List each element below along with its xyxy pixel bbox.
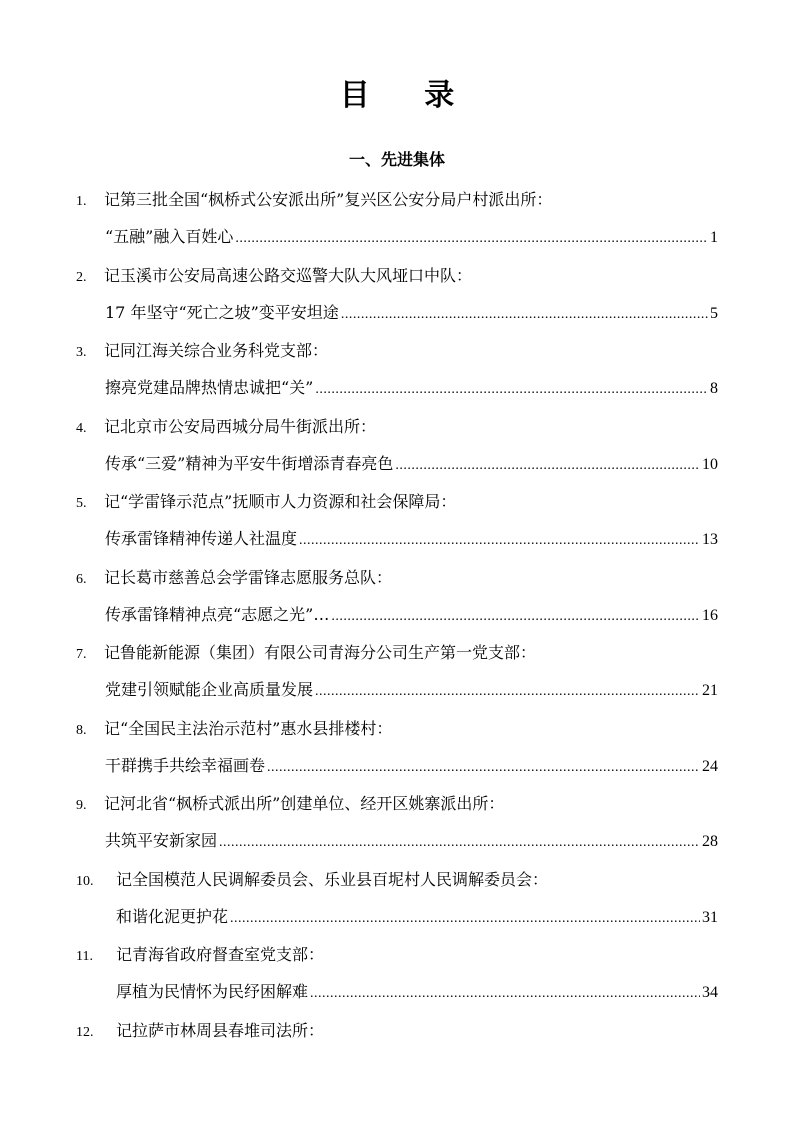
table-of-contents [0,181,794,1087]
toc-entry-number: 6. [76,571,87,587]
toc-entry-subtitle: “五融”融入百姓心 [105,227,234,246]
toc-entry-subtitle: 擦亮党建品牌热情忠诚把“关” [105,378,314,397]
toc-entry-subtitle-line [105,753,718,779]
toc-entry-title: 记河北省“枫桥式派出所”创建单位、经开区姚寨派出所： [104,794,505,813]
toc-entry-page-number: 21 [702,682,718,699]
toc-entry-subtitle: 党建引领赋能企业高质量发展 [105,680,314,699]
toc-entry[interactable] [0,181,794,257]
toc-entry-number: 7. [76,647,87,662]
toc-entry[interactable] [0,861,794,937]
toc-entry[interactable] [0,710,794,786]
toc-entry-title: 记长葛市慈善总会学雷锋志愿服务总队： [104,567,393,587]
toc-entry-title: 记第三批全国“枫桥式公安派出所”复兴区公安分局户村派出所： [104,190,553,209]
toc-entry-page-number: 13 [702,531,718,548]
dot-leader [230,906,700,932]
toc-entry-title-line [76,263,734,289]
toc-entry[interactable] [0,408,794,484]
toc-entry-title-line [76,1018,734,1044]
dot-leader [395,453,700,479]
toc-entry[interactable] [0,483,794,559]
toc-entry-subtitle-line [116,979,718,1005]
toc-entry-title: 记同江海关综合业务科党支部： [104,341,329,360]
toc-entry-page-number: 34 [702,984,718,1001]
toc-entry-number: 11. [76,949,93,964]
dot-leader [299,528,700,554]
dot-leader [310,981,700,1007]
toc-entry-title-line [76,187,734,213]
dot-leader [235,226,708,252]
toc-entry-subtitle: 传承雷锋精神传递人社温度 [105,529,298,548]
toc-entry-title: 记鲁能新能源（集团）有限公司青海分公司生产第一党支部： [104,643,537,662]
toc-entry-subtitle-line [105,602,718,628]
toc-entry-page-number: 16 [702,606,718,624]
toc-entry-subtitle: 传承“三爱”精神为平安牛街增添青春亮色 [105,453,394,473]
toc-entry-number: 5. [76,496,87,511]
toc-entry-page-number: 8 [710,380,718,397]
toc-entry[interactable] [0,936,794,1012]
toc-entry-subtitle-line [105,224,718,250]
toc-entry-subtitle: 干群携手共绘幸福画卷 [105,755,266,775]
dot-leader [331,604,700,630]
toc-entry-title-line [76,867,734,893]
toc-entry-subtitle: 传承雷锋精神点亮“志愿之光”… [105,604,330,624]
toc-entry-subtitle-line [105,828,718,854]
toc-entry-title-line [76,791,734,817]
toc-entry-number: 4. [76,420,87,436]
toc-entry-title-line [76,338,734,364]
dot-leader [219,830,700,856]
toc-entry-number: 12. [76,1024,94,1040]
toc-entry-page-number: 5 [710,304,718,322]
toc-entry-page-number: 10 [702,455,718,473]
toc-entry-subtitle-line [105,300,718,326]
toc-entry-page-number: 28 [702,833,718,850]
toc-entry-title-line [76,565,734,591]
toc-entry[interactable] [0,257,794,333]
toc-entry-subtitle: 厚植为民情怀为民纾困解难 [116,982,309,1001]
toc-entry[interactable] [0,332,794,408]
dot-leader [267,755,700,781]
toc-entry-subtitle: 17 年坚守“死亡之坡”变平安坦途 [105,302,339,322]
toc-entry-title: 记拉萨市林周县春堆司法所： [116,1020,325,1040]
toc-entry-page-number: 1 [710,229,718,246]
toc-entry-number: 1. [76,194,87,209]
toc-entry-title: 记北京市公安局西城分局牛街派出所： [104,416,377,436]
page-title: 目 录 [339,78,477,113]
dot-leader [341,302,708,328]
toc-entry-title-line [76,942,734,968]
toc-entry[interactable] [0,785,794,861]
toc-entry[interactable] [0,634,794,710]
toc-entry-subtitle-line [105,526,718,552]
toc-entry-page-number: 31 [702,908,718,926]
toc-entry-subtitle-line [105,677,718,703]
toc-entry-title: 记玉溪市公安局高速公路交巡警大队大风垭口中队： [104,265,473,285]
section-heading: 一、先进集体 [348,150,445,169]
toc-entry-title: 记全国模范人民调解委员会、乐业县百坭村人民调解委员会： [116,869,549,889]
toc-entry[interactable] [0,1012,794,1088]
toc-entry-subtitle-line [116,904,718,930]
toc-entry-title-line [76,640,734,666]
toc-entry-number: 9. [76,798,87,813]
toc-entry[interactable] [0,559,794,635]
toc-entry-subtitle: 和谐化泥更护花 [116,906,229,926]
toc-entry-number: 2. [76,269,87,285]
toc-entry-number: 8. [76,722,87,738]
toc-entry-title: 记“学雷锋示范点”抚顺市人力资源和社会保障局： [104,492,457,511]
toc-entry-title-line [76,716,734,742]
toc-entry-subtitle: 共筑平安新家园 [105,831,218,850]
toc-entry-title: 记“全国民主法治示范村”惠水县排楼村： [104,718,393,738]
toc-entry-number: 10. [76,873,94,889]
toc-entry-subtitle-line [105,375,718,401]
toc-entry-subtitle-line [105,451,718,477]
dot-leader [315,679,700,705]
toc-entry-title: 记青海省政府督查室党支部： [116,945,325,964]
dot-leader [315,377,708,403]
toc-entry-page-number: 24 [702,757,718,775]
toc-entry-title-line [76,414,734,440]
toc-entry-title-line [76,489,734,515]
toc-entry-number: 3. [76,345,87,360]
